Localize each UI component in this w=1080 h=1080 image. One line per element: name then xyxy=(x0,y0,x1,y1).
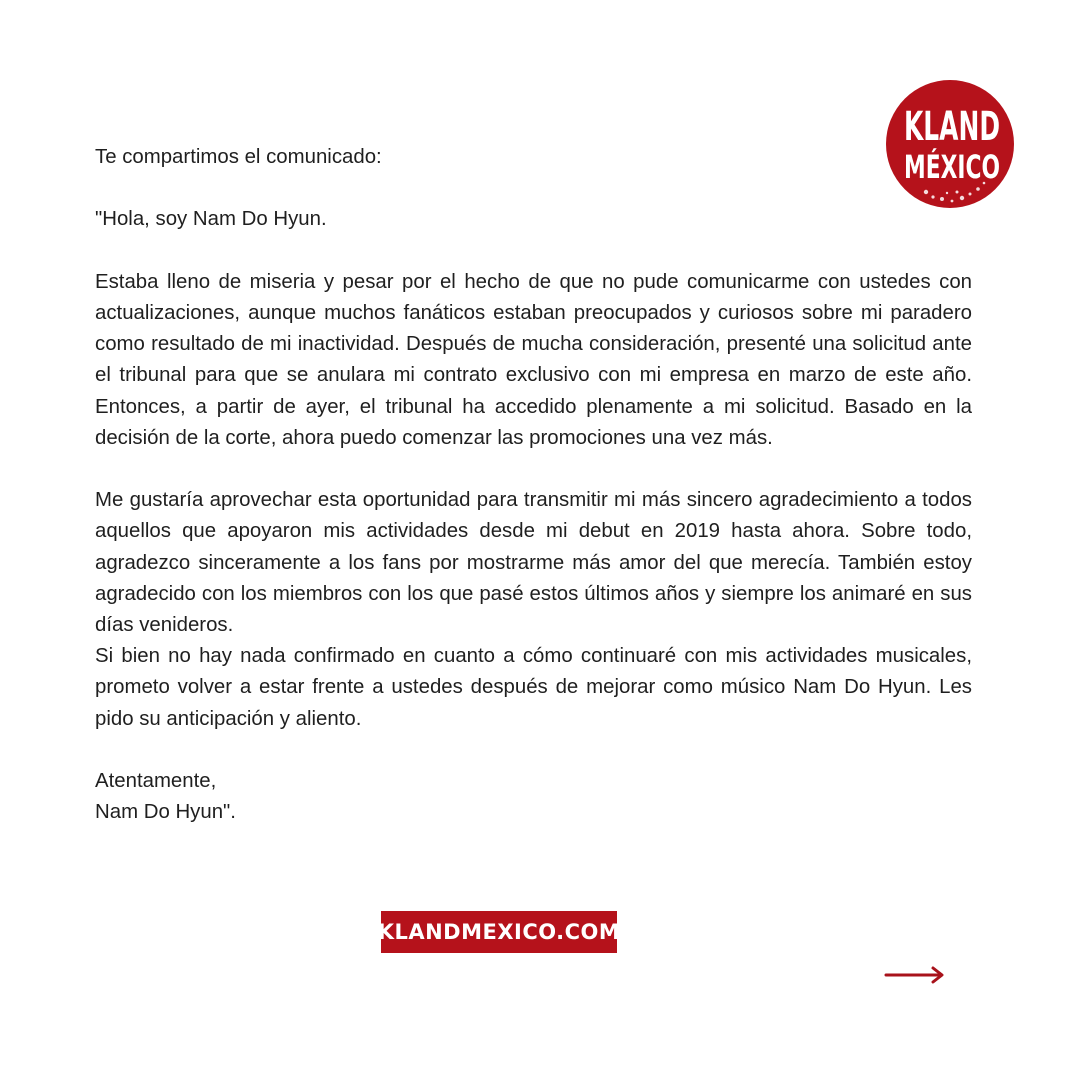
letter-body xyxy=(95,142,972,828)
letter-greeting: "Hola, soy Nam Do Hyun. xyxy=(95,208,327,231)
letter-signature: Nam Do Hyun". xyxy=(95,801,236,824)
website-link[interactable]: KLANDMEXICO.COM xyxy=(381,911,617,953)
letter-intro: Te compartimos el comunicado: xyxy=(95,146,382,168)
letter-paragraph-1: Estaba lleno de miseria y pesar por el hecho de que no pude comunicarme con ustedes con actualizaciones, aunque muchos fanáticos estaban preocupados y curiosos sobre mi paradero como resultado de mi inactividad. Después de mucha consideración, presenté una solicitud ante el tribunal para que se anulara mi contrato exclusivo con mi empresa en marzo de este año. Entonces, a partir de ayer, el tribunal ha accedido plenamente a mi solicitud. Basado en la decisión de la corte, ahora puedo comenzar las promociones una vez más. xyxy=(95,270,972,449)
letter-paragraph-2: Me gustaría aprovechar esta oportunidad para transmitir mi más sincero agradecimiento a todos aquellos que apoyaron mis actividades desde mi debut en 2019 hasta ahora. Sobre todo, agradezco sinceramente a los fans por mostrarme más amor del que merecía. También estoy agradecido con los miembros con los que pasé estos últimos años y siempre los animaré en sus días venideros. xyxy=(95,489,972,636)
letter-closing: Atentamente, xyxy=(95,770,217,792)
next-slide-button[interactable] xyxy=(884,964,946,986)
logo-line-2: MÉXICO xyxy=(904,148,1000,186)
logo-line-1: KLAND xyxy=(904,104,1000,150)
arrow-right-icon xyxy=(884,964,946,986)
letter-paragraph-3: Si bien no hay nada confirmado en cuanto a cómo continuaré con mis actividades musicales, prometo volver a estar frente a ustedes después de mejorar como músico Nam Do Hyun. Les pido su anticipación y aliento. xyxy=(95,645,972,730)
